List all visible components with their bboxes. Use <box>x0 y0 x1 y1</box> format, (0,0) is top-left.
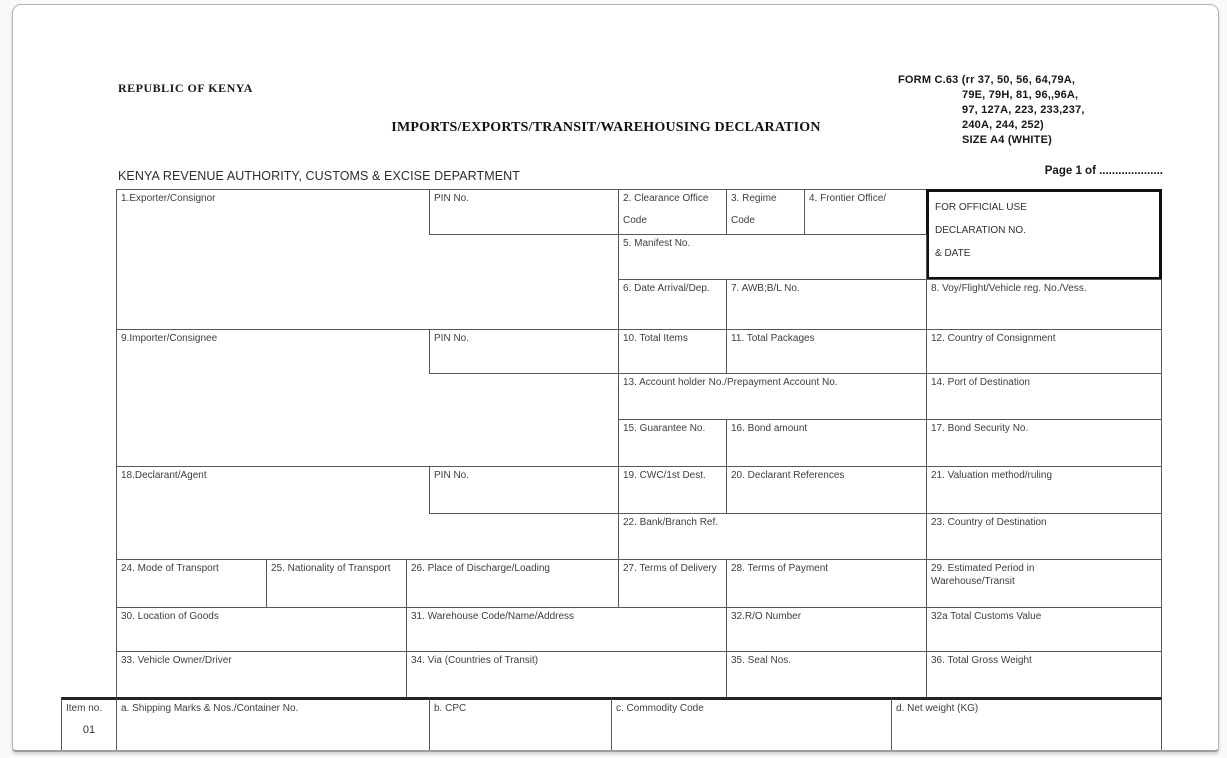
field-17-bond-security-no: 17. Bond Security No. <box>926 419 1162 467</box>
field-3-regime-code <box>726 189 805 235</box>
form-ref-line-4: 240A, 244, 252) <box>962 119 1044 131</box>
field-15-guarantee-no: 15. Guarantee No. <box>618 419 727 467</box>
field-19-cwc-1st-dest: 19. CWC/1st Dest. <box>618 466 727 514</box>
field-8-voy-flight-vehicle: 8. Voy/Flight/Vehicle reg. No./Vess. <box>926 279 1162 330</box>
form-ref-line-3: 97, 127A, 223, 233,237, <box>962 104 1085 116</box>
form-content <box>12 4 1219 752</box>
field-16-bond-amount: 16. Bond amount <box>726 419 927 467</box>
form-ref-line-1: FORM C.63 (rr 37, 50, 56, 64,79A, <box>898 74 1076 86</box>
official-use-line-3: & DATE <box>935 248 971 259</box>
official-use-box <box>926 189 1162 280</box>
field-23-country-of-destination: 23. Country of Destination <box>926 513 1162 560</box>
field-28-terms-of-payment: 28. Terms of Payment <box>726 559 927 608</box>
item-no-label: Item no. <box>66 703 103 714</box>
field-24-mode-of-transport: 24. Mode of Transport <box>116 559 267 608</box>
field-32-ro-number: 32.R/O Number <box>726 607 927 652</box>
field-30-location-of-goods: 30. Location of Goods <box>116 607 407 652</box>
field-13-account-holder-no: 13. Account holder No./Prepayment Account No. <box>618 373 927 420</box>
field-1-exporter-consignor: 1.Exporter/Consignor <box>116 189 619 330</box>
field-29-estimated-period <box>926 559 1162 608</box>
field-33-vehicle-owner-driver: 33. Vehicle Owner/Driver <box>116 651 407 698</box>
field-9-importer-consignee: 9.Importer/Consignee <box>116 329 619 467</box>
field-2-clearance-office-code <box>618 189 727 235</box>
pin-no-box-exporter: PIN No. <box>429 189 619 235</box>
form-reference-block <box>898 73 1173 148</box>
form-title: IMPORTS/EXPORTS/TRANSIT/WAREHOUSING DECLARATION <box>391 120 821 135</box>
item-no-value: 01 <box>82 724 96 736</box>
field-a-shipping-marks: a. Shipping Marks & Nos./Container No. <box>116 697 430 752</box>
regime-line-1: 3. Regime <box>731 193 777 204</box>
field-18-declarant-agent: 18.Declarant/Agent <box>116 466 619 560</box>
regime-line-2: Code <box>731 215 755 226</box>
field-14-port-of-destination: 14. Port of Destination <box>926 373 1162 420</box>
field-27-terms-of-delivery: 27. Terms of Delivery <box>618 559 727 608</box>
field-b-cpc: b. CPC <box>429 697 612 752</box>
field-d-net-weight-kg: d. Net weight (KG) <box>891 697 1162 752</box>
field-7-awb-bl-no: 7. AWB;B/L No. <box>726 279 927 330</box>
republic-header: REPUBLIC OF KENYA <box>118 81 253 95</box>
field-35-seal-nos: 35. Seal Nos. <box>726 651 927 698</box>
department-line: KENYA REVENUE AUTHORITY, CUSTOMS & EXCISE DEPARTMENT <box>118 169 521 183</box>
field-32a-total-customs-value: 32a Total Customs Value <box>926 607 1162 652</box>
form-ref-line-5: SIZE A4 (WHITE) <box>962 134 1052 146</box>
document-sheet <box>12 4 1219 752</box>
field-20-declarant-references: 20. Declarant References <box>726 466 927 514</box>
estimated-period-line-2: Warehouse/Transit <box>931 576 1015 587</box>
field-31-warehouse-code: 31. Warehouse Code/Name/Address <box>406 607 727 652</box>
field-11-total-packages: 11. Total Packages <box>726 329 927 374</box>
field-22-bank-branch-ref: 22. Bank/Branch Ref. <box>618 513 927 560</box>
field-4-frontier-office: 4. Frontier Office/ <box>804 189 927 235</box>
page-number-label: Page 1 of .................... <box>1044 165 1163 177</box>
clearance-office-line-1: 2. Clearance Office <box>623 193 709 204</box>
field-26-place-of-discharge: 26. Place of Discharge/Loading <box>406 559 619 608</box>
official-use-line-1: FOR OFFICIAL USE <box>935 202 1027 213</box>
field-10-total-items: 10. Total Items <box>618 329 727 374</box>
field-5-manifest-no: 5. Manifest No. <box>618 234 927 280</box>
field-6-date-arrival-dep: 6. Date Arrival/Dep. <box>618 279 727 330</box>
official-use-line-2: DECLARATION NO. <box>935 225 1026 236</box>
estimated-period-line-1: 29. Estimated Period in <box>931 563 1035 574</box>
field-36-total-gross-weight: 36. Total Gross Weight <box>926 651 1162 698</box>
pin-no-box-declarant: PIN No. <box>429 466 619 514</box>
field-c-commodity-code: c. Commodity Code <box>611 697 892 752</box>
clearance-office-line-2: Code <box>623 215 647 226</box>
pin-no-box-importer: PIN No. <box>429 329 619 374</box>
form-ref-line-2: 79E, 79H, 81, 96,,96A, <box>962 89 1079 101</box>
field-12-country-of-consignment: 12. Country of Consignment <box>926 329 1162 374</box>
field-21-valuation-method: 21. Valuation method/ruling <box>926 466 1162 514</box>
item-no-cell <box>61 697 117 752</box>
field-34-via-countries-of-transit: 34. Via (Countries of Transit) <box>406 651 727 698</box>
field-25-nationality-of-transport: 25. Nationality of Transport <box>266 559 407 608</box>
